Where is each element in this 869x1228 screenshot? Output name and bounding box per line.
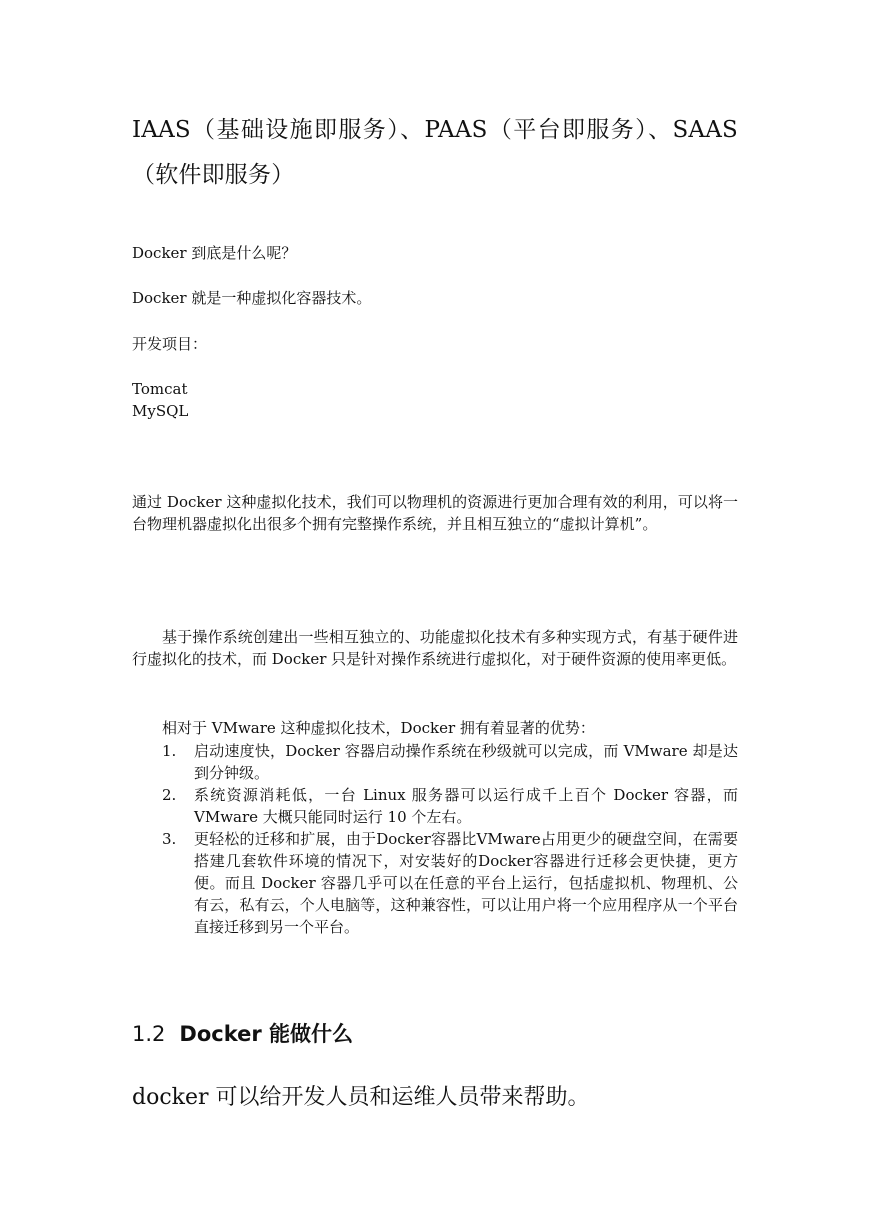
advantage-text: 启动速度快，Docker 容器启动操作系统在秒级就可以完成，而 VMware 却是达到分钟级。	[194, 742, 738, 782]
list-number: 3.	[162, 830, 177, 848]
advantage-item-startup	[162, 740, 738, 784]
project-item-mysql: MySQL	[132, 402, 189, 420]
intro-heading: IAAS（基础设施即服务）、PAAS（平台即服务）、SAAS（软件即服务）	[132, 117, 738, 188]
docker-question: Docker 到底是什么呢？	[132, 244, 297, 262]
section-heading	[132, 1018, 738, 1050]
comparison-intro: 相对于 VMware 这种虚拟化技术，Docker 拥有着显著的优势：	[162, 719, 595, 737]
list-number: 2.	[162, 786, 177, 804]
list-number: 1.	[162, 742, 177, 760]
section-title: Docker 能做什么	[179, 1022, 354, 1046]
section-number: 1.2	[132, 1022, 166, 1046]
advantage-text: 更轻松的迁移和扩展，由于Docker容器比VMware占用更少的硬盘空间，在需要搭建几套软件环境的情况下，对安装好的Docker容器进行迁移会更快捷，更方便。而且 Docker 容器几乎可以在任意的平台上运行，包括虚拟机、物理机、公有云，私有云，个人电脑等，这种兼容性，可以让用户将一个应用程序从一个平台直接迁移到另一个平台。	[194, 830, 738, 936]
projects-label: 开发项目：	[132, 335, 208, 353]
advantage-item-resources	[162, 784, 738, 828]
project-item-tomcat: Tomcat	[132, 380, 188, 398]
closing-sentence: docker 可以给开发人员和运维人员带来帮助。	[132, 1085, 590, 1110]
os-virtualization-paragraph: 基于操作系统创建出一些相互独立的、功能虚拟化技术有多种实现方式，有基于硬件进行虚拟化的技术，而 Docker 只是针对操作系统进行虚拟化，对于硬件资源的使用率更低。	[132, 628, 738, 668]
advantage-text: 系统资源消耗低，一台 Linux 服务器可以运行成千上百个 Docker 容器，而 VMware 大概只能同时运行 10 个左右。	[194, 786, 738, 826]
virtualization-paragraph: 通过 Docker 这种虚拟化技术，我们可以物理机的资源进行更加合理有效的利用，可以将一台物理机器虚拟化出很多个拥有完整操作系统，并且相互独立的“虚拟计算机”。	[132, 493, 738, 533]
advantage-item-migration	[162, 828, 738, 938]
advantages-list	[162, 740, 738, 938]
docker-answer: Docker 就是一种虚拟化容器技术。	[132, 289, 372, 307]
project-list	[132, 378, 738, 422]
